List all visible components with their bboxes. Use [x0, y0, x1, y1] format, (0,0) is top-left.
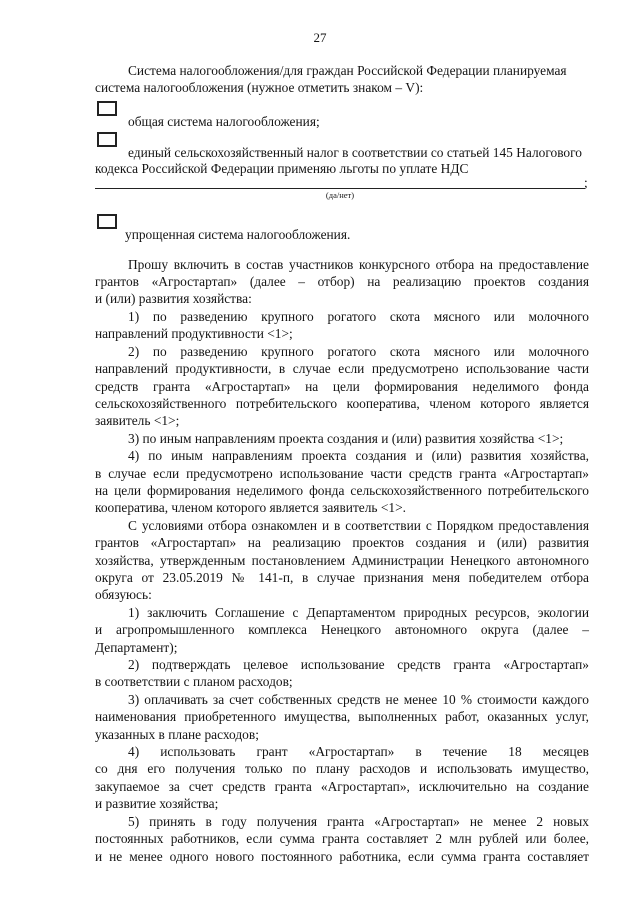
text-line: округа от 23.05.2019 № 141-п, в случае признания меня победителем отбора: [95, 570, 589, 585]
text-line: и не менее одного нового постоянного работника, если сумма гранта составляет: [95, 849, 589, 864]
vat-answer-hint: (да/нет): [325, 190, 355, 200]
text-line: указанных в плане расходов;: [95, 727, 259, 742]
general-tax-checkbox[interactable]: [97, 101, 117, 116]
text-line: в случае если предусмотрено использование части средств гранта «Агростартап»: [95, 466, 589, 481]
text-line: 1) заключить Соглашение с Департаментом природных ресурсов, экологии: [128, 605, 589, 620]
esn-tax-label-line-1: единый сельскохозяйственный налог в соответствии со статьей 145 Налогового: [128, 145, 582, 160]
text-line: 4) использовать грант «Агростартап» в течение 18 месяцев: [128, 744, 589, 759]
text-line: 5) принять в году получения гранта «Агростартап» не менее 2 новых: [128, 814, 589, 829]
text-line: 3) оплачивать за счет собственных средств не менее 10 % стоимости каждого: [128, 692, 589, 707]
text-line: и развитие хозяйства;: [95, 796, 219, 811]
page-number: 27: [313, 30, 327, 45]
text-line: на цели формирования неделимого фонда сельскохозяйственного потребительского: [95, 483, 589, 498]
text-line: наименования приобретенного имущества, выполненных работ, оказанных услуг,: [95, 709, 589, 724]
text-line: направлений продуктивности, в случае если предусмотрено использование части: [95, 361, 589, 376]
text-line: закупаемое за счет средств гранта «Агростартап», исключительно на создание: [95, 779, 589, 794]
text-line: Департамент);: [95, 640, 178, 655]
text-line: грантов «Агростартап» на реализацию проектов создания и (или) развития: [95, 535, 589, 550]
text-line: сельскохозяйственного потребительского кооператива, членом которого является: [95, 396, 589, 411]
text-line: 4) по иным направлениям проекта создания и (или) развития хозяйства,: [128, 448, 589, 463]
text-line: хозяйства, утвержденным постановлением Администрации Ненецкого автономного: [95, 553, 589, 568]
simplified-tax-label: упрощенная система налогообложения.: [125, 227, 351, 242]
text-line: 2) по разведению крупного рогатого скота мясного или молочного: [128, 344, 589, 359]
text-line: направлений продуктивности <1>;: [95, 326, 293, 341]
text-line: 1) по разведению крупного рогатого скота мясного или молочного: [128, 309, 589, 324]
text-line: со дня его получения только по плану расходов и использовать имущество,: [95, 761, 589, 776]
esn-tax-checkbox[interactable]: [97, 132, 117, 147]
text-line: заявитель <1>;: [95, 413, 180, 428]
text-line: 3) по иным направлениям проекта создания и (или) развития хозяйства <1>;: [128, 431, 564, 446]
simplified-tax-checkbox[interactable]: [97, 214, 117, 229]
text-line: С условиями отбора ознакомлен и в соответствии с Порядком предоставления: [128, 518, 589, 533]
tax-heading-line-1: Система налогообложения/для граждан Российской Федерации планируемая: [128, 63, 567, 78]
general-tax-label: общая система налогообложения;: [128, 114, 320, 129]
text-line: и (или) развития хозяйства:: [95, 291, 252, 306]
text-line: кооператива, членом которого является заявитель <1>.: [95, 500, 407, 515]
text-line: средств гранта «Агростартап» на цели формирования неделимого фонда: [95, 379, 589, 394]
text-line: постоянных работников, если сумма гранта составляет 2 млн рублей или более,: [95, 831, 589, 846]
text-line: обязуюсь:: [95, 587, 152, 602]
text-line: 2) подтверждать целевое использование средств гранта «Агростартап»: [128, 657, 589, 672]
tax-heading-line-2: система налогообложения (нужное отметить знаком – V):: [95, 80, 424, 95]
vat-answer-end: ;: [584, 175, 588, 190]
text-line: грантов «Агростартап» (далее – отбор) на реализацию проектов создания: [95, 274, 589, 289]
text-line: и агропромышленного комплекса Ненецкого автономного округа (далее –: [95, 622, 589, 637]
vat-answer-field[interactable]: [95, 188, 585, 189]
text-line: Прошу включить в состав участников конкурсного отбора на предоставление: [128, 257, 589, 272]
esn-tax-label-line-2: кодекса Российской Федерации применяю льготы по уплате НДС: [95, 161, 469, 176]
text-line: в соответствии с планом расходов;: [95, 674, 293, 689]
